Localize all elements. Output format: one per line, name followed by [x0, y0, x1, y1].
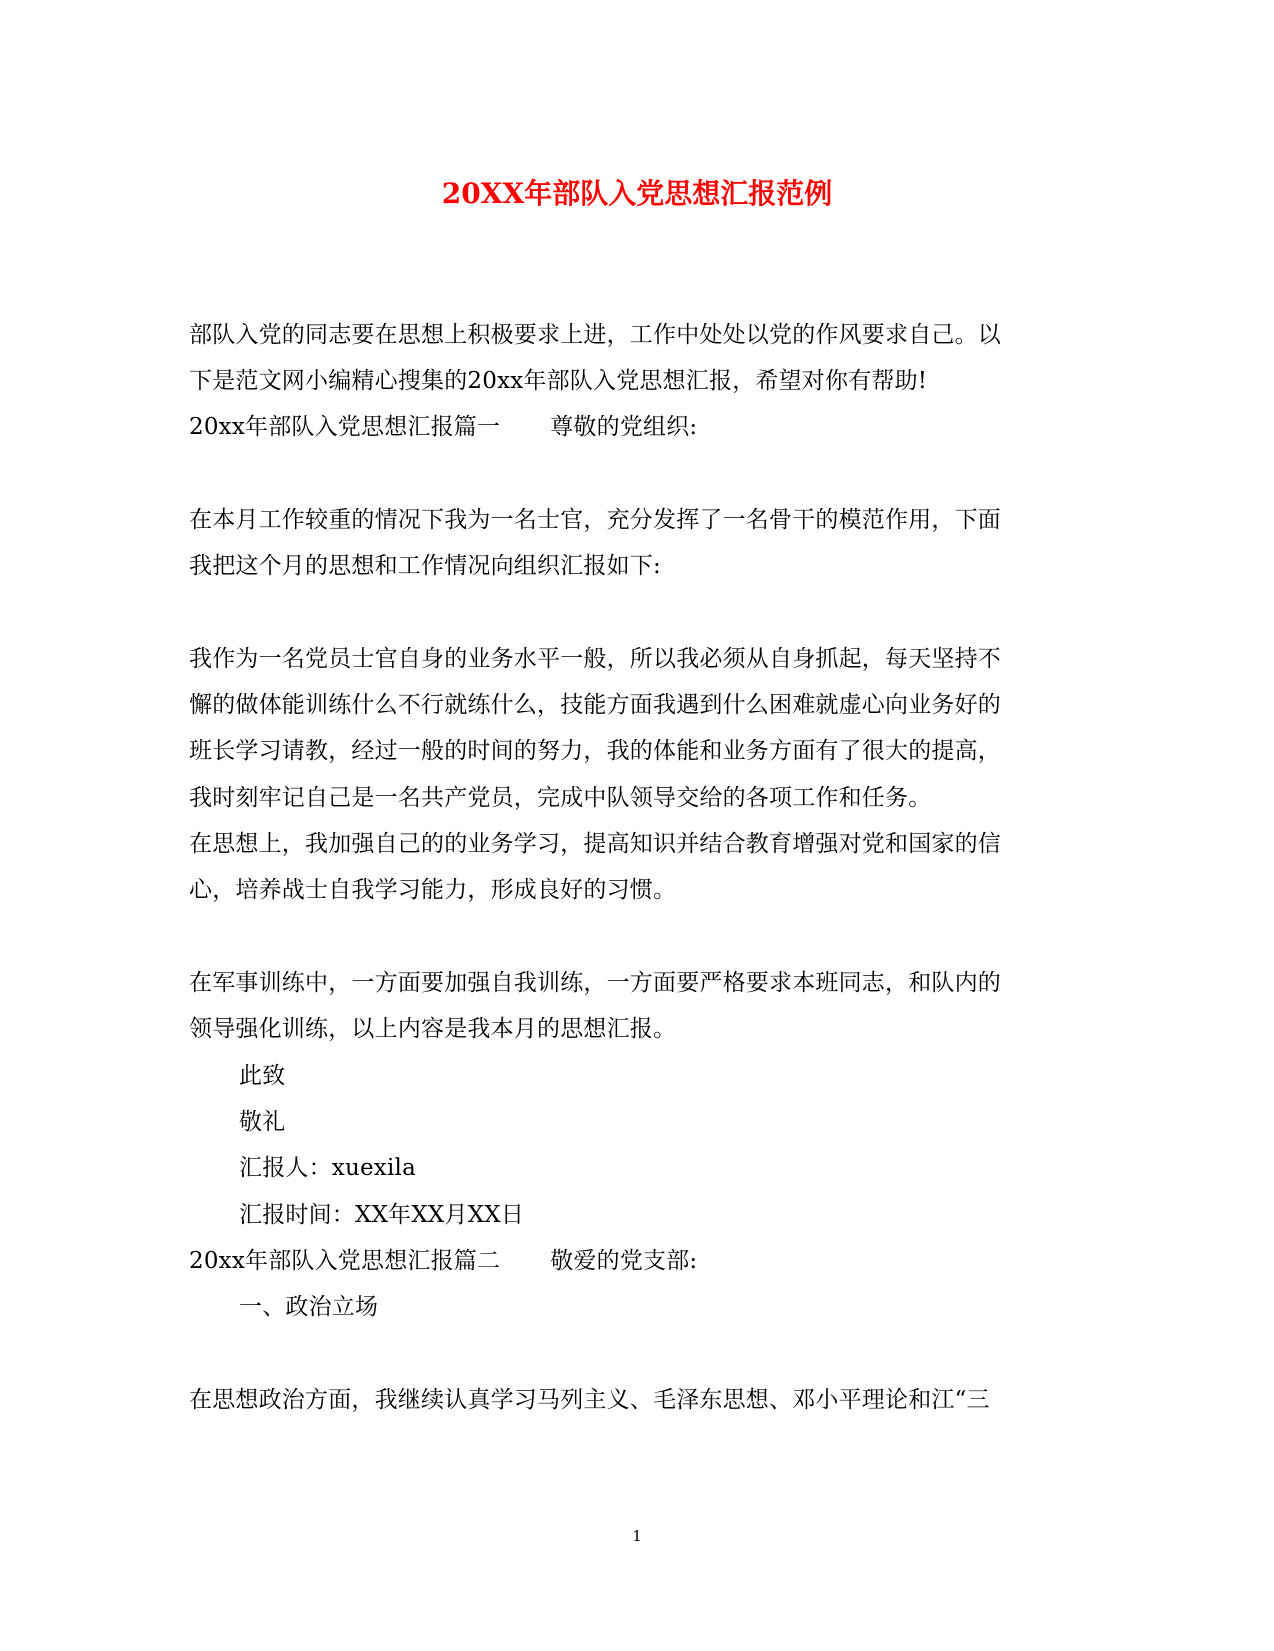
paragraph-2-line-1: 我作为一名党员士官自身的业务水平一般，所以我必须从自身抓起，每天坚持不	[189, 646, 1001, 672]
section-2-heading-row	[189, 1246, 697, 1276]
section-2-heading: 20xx年部队入党思想汇报篇二	[189, 1248, 501, 1274]
paragraph-4-line-2: 领导强化训练，以上内容是我本月的思想汇报。	[189, 1016, 677, 1042]
paragraph-5-line-1: 在思想政治方面，我继续认真学习马列主义、毛泽东思想、邓小平理论和江“三	[189, 1387, 990, 1413]
paragraph-3-line-2: 心，培养战士自我学习能力，形成良好的习惯。	[189, 877, 677, 903]
section-2-salutation: 敬爱的党支部:	[550, 1248, 698, 1274]
paragraph-2-line-4: 我时刻牢记自己是一名共产党员，完成中队领导交给的各项工作和任务。	[189, 785, 932, 811]
section-2-subheading: 一、政治立场	[239, 1294, 379, 1320]
closing-ci-zhi: 此致	[239, 1063, 286, 1089]
intro-line-1: 部队入党的同志要在思想上积极要求上进，工作中处处以党的作风要求自己。以	[189, 322, 1001, 348]
paragraph-4-line-1: 在军事训练中，一方面要加强自我训练，一方面要严格要求本班同志，和队内的	[189, 970, 1001, 996]
paragraph-1-line-2: 我把这个月的思想和工作情况向组织汇报如下:	[189, 553, 661, 579]
paragraph-1-line-1: 在本月工作较重的情况下我为一名士官，充分发挥了一名骨干的模范作用，下面	[189, 507, 1001, 533]
paragraph-3-line-1: 在思想上，我加强自己的的业务学习，提高知识并结合教育增强对党和国家的信	[189, 831, 1001, 857]
section-1-heading: 20xx年部队入党思想汇报篇一	[189, 414, 501, 440]
reporter-line: 汇报人：xuexila	[239, 1155, 416, 1181]
closing-jing-li: 敬礼	[239, 1109, 286, 1135]
document-title: 20XX年部队入党思想汇报范例	[441, 177, 833, 210]
paragraph-2-line-3: 班长学习请教，经过一般的时间的努力，我的体能和业务方面有了很大的提高，	[189, 738, 1001, 764]
intro-line-2: 下是范文网小编精心搜集的20xx年部队入党思想汇报，希望对你有帮助!	[189, 368, 928, 394]
report-time-line: 汇报时间：XX年XX月XX日	[239, 1202, 525, 1228]
page-number: 1	[632, 1527, 642, 1545]
section-1-heading-row	[189, 412, 697, 442]
section-1-salutation: 尊敬的党组织:	[550, 414, 698, 440]
paragraph-2-line-2: 懈的做体能训练什么不行就练什么，技能方面我遇到什么困难就虚心向业务好的	[189, 692, 1001, 718]
